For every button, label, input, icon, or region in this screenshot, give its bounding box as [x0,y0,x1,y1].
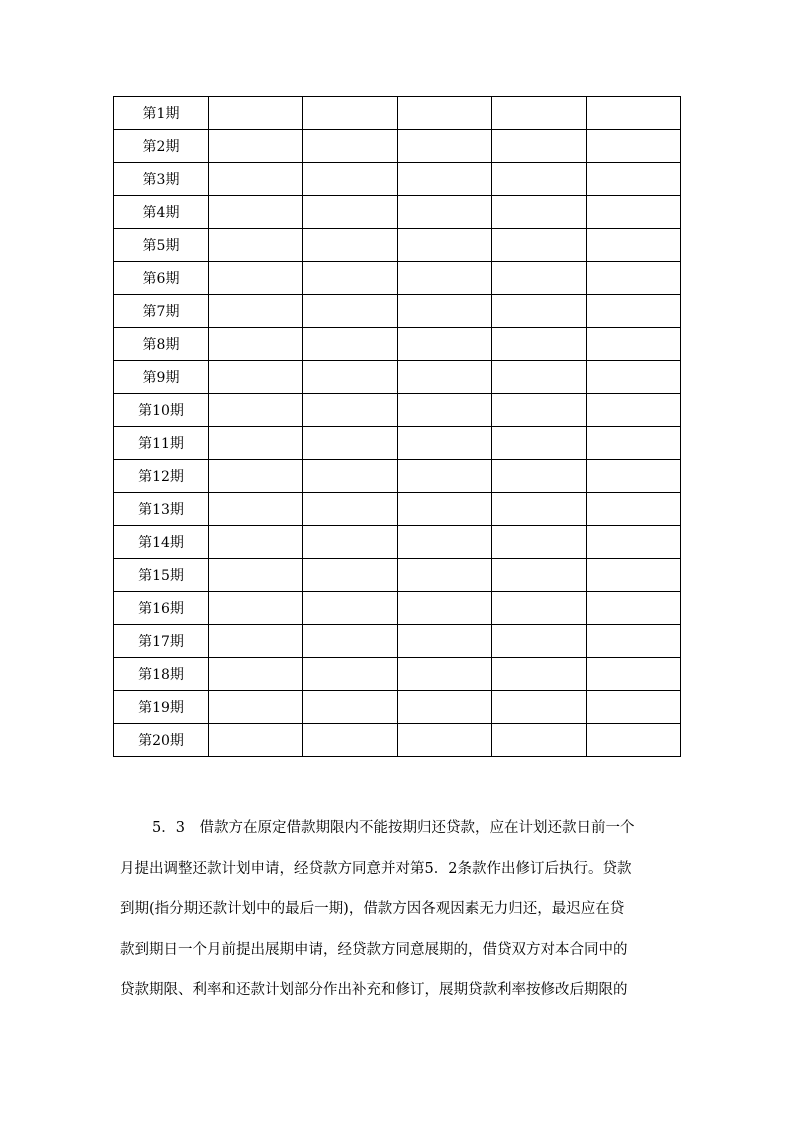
empty-cell [397,493,491,526]
empty-cell [586,295,680,328]
empty-cell [303,658,397,691]
empty-cell [209,724,303,757]
period-label-cell: 第19期 [114,691,209,724]
empty-cell [303,394,397,427]
empty-cell [492,163,586,196]
paragraph-line: 月提出调整还款计划申请，经贷款方同意并对第5．2条款作出修订后执行。贷款 [120,860,632,877]
empty-cell [397,295,491,328]
empty-cell [397,526,491,559]
table-row [114,559,681,592]
empty-cell [397,625,491,658]
empty-cell [209,460,303,493]
empty-cell [586,592,680,625]
empty-cell [303,559,397,592]
table-row [114,526,681,559]
paragraph-line: 5．3 借款方在原定借款期限内不能按期归还贷款，应在计划还款日前一个 [152,820,635,836]
empty-cell [209,427,303,460]
empty-cell [397,196,491,229]
empty-cell [492,658,586,691]
empty-cell [303,592,397,625]
clause-5-3-paragraph [120,808,675,1011]
table-row [114,625,681,658]
empty-cell [303,361,397,394]
table-row [114,196,681,229]
empty-cell [303,328,397,361]
empty-cell [209,592,303,625]
empty-cell [209,229,303,262]
empty-cell [303,493,397,526]
empty-cell [397,658,491,691]
empty-cell [303,460,397,493]
empty-cell [397,559,491,592]
empty-cell [492,460,586,493]
empty-cell [209,559,303,592]
empty-cell [397,130,491,163]
empty-cell [397,724,491,757]
empty-cell [397,394,491,427]
empty-cell [586,691,680,724]
empty-cell [209,691,303,724]
empty-cell [492,724,586,757]
table-row [114,460,681,493]
empty-cell [209,163,303,196]
paragraph-line: 到期(指分期还款计划中的最后一期)，借款方因各观因素无力归还，最迟应在贷 [120,901,625,917]
empty-cell [209,295,303,328]
empty-cell [397,97,491,130]
paragraph-line: 款到期日一个月前提出展期申请，经贷款方同意展期的，借贷双方对本合同中的 [120,941,628,958]
empty-cell [303,196,397,229]
period-label-cell: 第7期 [114,295,209,328]
empty-cell [209,328,303,361]
empty-cell [586,328,680,361]
empty-cell [586,163,680,196]
empty-cell [209,625,303,658]
period-label-cell: 第16期 [114,592,209,625]
empty-cell [303,97,397,130]
paragraph-line: 贷款期限、利率和还款计划部分作出补充和修订，展期贷款利率按修改后期限的 [120,982,628,998]
table-row [114,658,681,691]
empty-cell [303,130,397,163]
empty-cell [586,559,680,592]
empty-cell [586,130,680,163]
period-label-cell: 第18期 [114,658,209,691]
empty-cell [586,97,680,130]
empty-cell [397,328,491,361]
empty-cell [492,229,586,262]
period-label-cell: 第4期 [114,196,209,229]
empty-cell [586,493,680,526]
empty-cell [303,262,397,295]
period-label-cell: 第11期 [114,427,209,460]
empty-cell [586,724,680,757]
empty-cell [586,394,680,427]
empty-cell [209,262,303,295]
period-label-cell: 第6期 [114,262,209,295]
empty-cell [492,559,586,592]
period-label-cell: 第13期 [114,493,209,526]
empty-cell [492,295,586,328]
empty-cell [303,724,397,757]
empty-cell [586,526,680,559]
empty-cell [586,361,680,394]
period-label-cell: 第9期 [114,361,209,394]
empty-cell [209,361,303,394]
period-label-cell: 第12期 [114,460,209,493]
schedule-body [114,97,681,757]
empty-cell [586,427,680,460]
empty-cell [586,658,680,691]
empty-cell [397,460,491,493]
empty-cell [397,361,491,394]
empty-cell [303,427,397,460]
empty-cell [303,163,397,196]
empty-cell [303,691,397,724]
empty-cell [303,295,397,328]
empty-cell [492,262,586,295]
empty-cell [397,691,491,724]
empty-cell [492,328,586,361]
empty-cell [492,625,586,658]
table-row [114,229,681,262]
empty-cell [209,526,303,559]
period-label-cell: 第14期 [114,526,209,559]
empty-cell [586,196,680,229]
empty-cell [492,394,586,427]
empty-cell [492,526,586,559]
repayment-schedule-table [113,96,681,757]
empty-cell [492,493,586,526]
period-label-cell: 第3期 [114,163,209,196]
empty-cell [397,163,491,196]
empty-cell [586,262,680,295]
empty-cell [303,526,397,559]
empty-cell [397,262,491,295]
empty-cell [209,196,303,229]
empty-cell [397,592,491,625]
empty-cell [492,97,586,130]
table-row [114,262,681,295]
table-row [114,592,681,625]
table-row [114,295,681,328]
empty-cell [397,427,491,460]
empty-cell [586,625,680,658]
empty-cell [209,658,303,691]
empty-cell [492,427,586,460]
period-label-cell: 第8期 [114,328,209,361]
table-row [114,427,681,460]
table-row [114,394,681,427]
period-label-cell: 第2期 [114,130,209,163]
empty-cell [492,130,586,163]
table-row [114,361,681,394]
table-row [114,97,681,130]
period-label-cell: 第15期 [114,559,209,592]
table-row [114,691,681,724]
table-row [114,130,681,163]
empty-cell [492,361,586,394]
period-label-cell: 第1期 [114,97,209,130]
empty-cell [586,229,680,262]
empty-cell [303,625,397,658]
empty-cell [397,229,491,262]
empty-cell [209,394,303,427]
empty-cell [303,229,397,262]
period-label-cell: 第10期 [114,394,209,427]
period-label-cell: 第17期 [114,625,209,658]
empty-cell [492,691,586,724]
table-row [114,493,681,526]
period-label-cell: 第5期 [114,229,209,262]
table-row [114,328,681,361]
period-label-cell: 第20期 [114,724,209,757]
table-row [114,163,681,196]
empty-cell [492,196,586,229]
empty-cell [209,97,303,130]
empty-cell [492,592,586,625]
table-row [114,724,681,757]
empty-cell [209,130,303,163]
empty-cell [586,460,680,493]
empty-cell [209,493,303,526]
